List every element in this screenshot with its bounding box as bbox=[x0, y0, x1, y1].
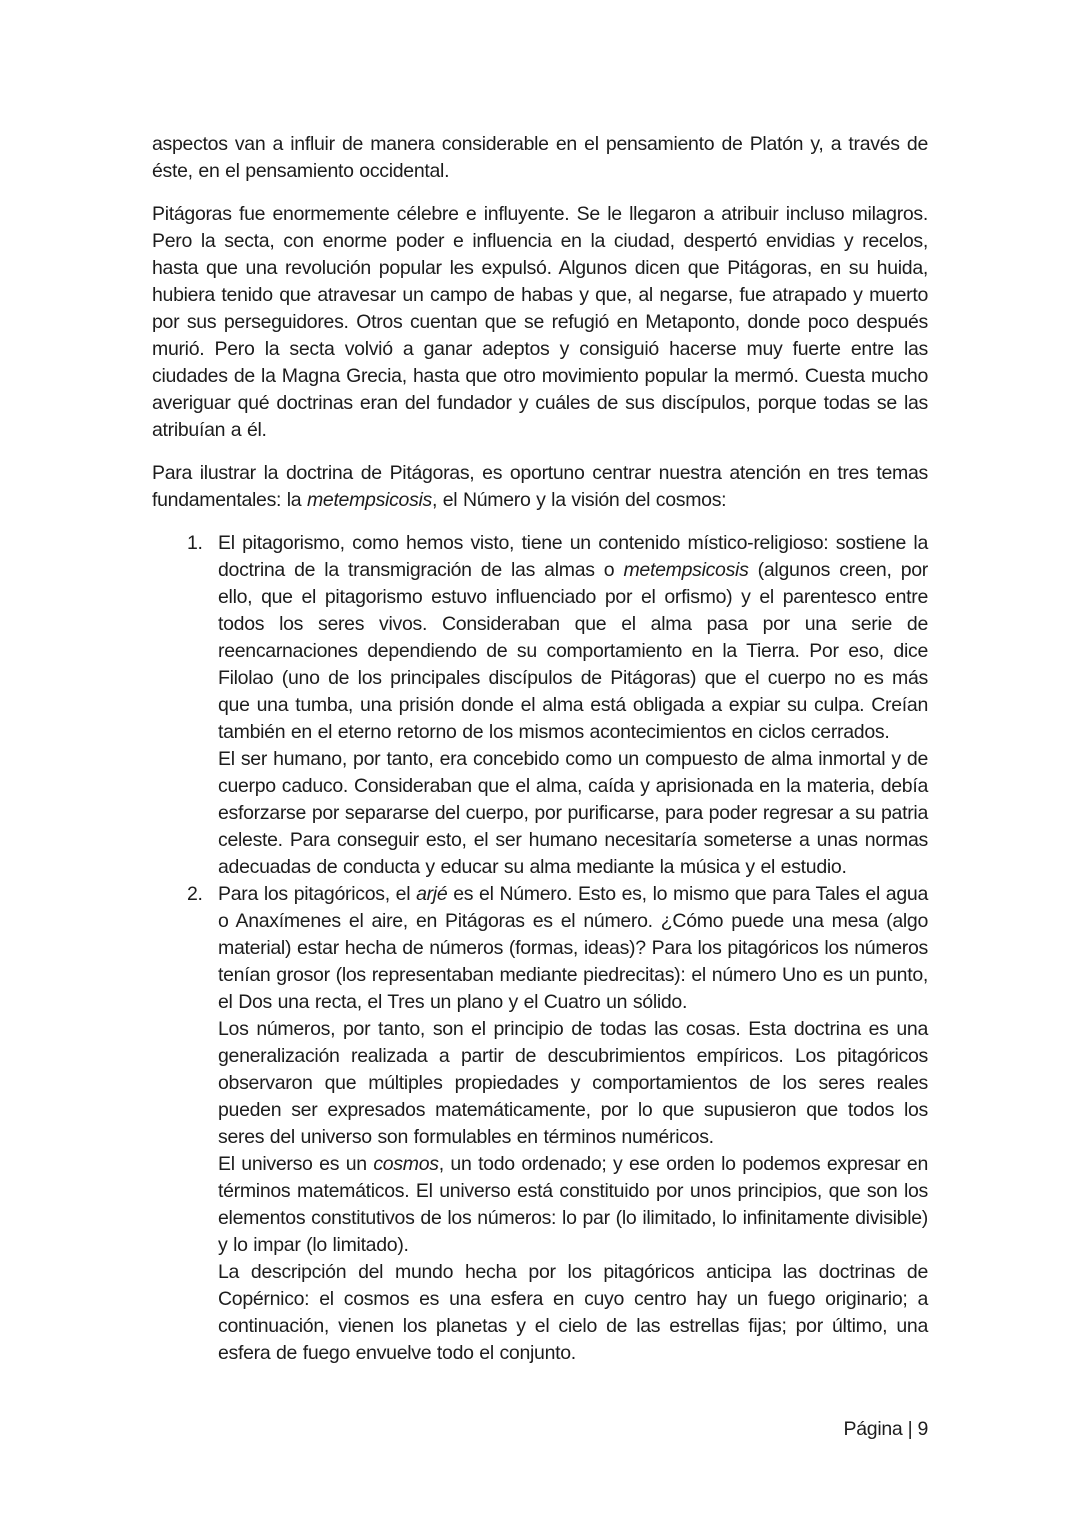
list-item-content bbox=[218, 530, 928, 881]
list-paragraph bbox=[218, 1151, 928, 1259]
text-run: El universo es un bbox=[218, 1153, 374, 1175]
text-run: El ser humano, por tanto, era concebido como un compuesto de alma inmortal y de cuerpo caduco. Consideraban que el alma, caída y aprisionada en la materia, debía esforzarse por separarse del cuerpo, por purificarse, para poder regresar a su patria celeste. Para conseguir esto, el ser humano necesitaría someterse a unas normas adecuadas de conducta y educar su alma mediante la música y el estudio. bbox=[218, 748, 928, 878]
italic-run: metempsicosis bbox=[623, 559, 749, 581]
text-run: (algunos creen, por ello, que el pitagorismo estuvo influenciado por el orfismo) y el parentesco entre todos los seres vivos. Consideraban que el alma pasa por una serie de reencarnaciones dependiendo de su comportamiento en la Tierra. Por eso, dice Filolao (uno de los principales discípulos de Pitágoras) que el cuerpo no es más que una tumba, una prisión donde el alma está obligada a expiar su culpa. Creían también en el eterno retorno de los mismos acontecimientos en ciclos cerrados. bbox=[218, 559, 928, 743]
text-run: , el Número y la visión del cosmos: bbox=[432, 489, 727, 511]
text-run: Pitágoras fue enormemente célebre e influyente. Se le llegaron a atribuir incluso milagros. Pero la secta, con enorme poder e influencia en la ciudad, despertó envidias y recelos, hasta que una revolución popular les expulsó. Algunos dicen que Pitágoras, en su huida, hubiera tenido que atravesar un campo de habas y que, al negarse, fue atrapado y muerto por sus perseguidores. Otros cuentan que se refugió en Metaponto, donde poco después murió. Pero la secta volvió a ganar adeptos y consiguió hacerse muy fuerte entre las ciudades de la Magna Grecia, hasta que otro movimiento popular la mermó. Cuesta mucho averiguar qué doctrinas eran del fundador y cuáles de sus discípulos, porque todas se las atribuían a él. bbox=[152, 203, 928, 441]
list-paragraph bbox=[218, 881, 928, 1016]
page-footer bbox=[844, 1416, 928, 1443]
list-paragraph bbox=[218, 746, 928, 881]
text-run: La descripción del mundo hecha por los pitagóricos anticipa las doctrinas de Copérnico: el cosmos es una esfera en cuyo centro hay un fuego originario; a continuación, vienen los planetas y el cielo de las estrellas fijas; por último, una esfera de fuego envuelve todo el conjunto. bbox=[218, 1261, 928, 1364]
list-number: 1. bbox=[187, 532, 203, 554]
italic-run: cosmos bbox=[373, 1153, 439, 1175]
text-run: aspectos van a influir de manera considerable en el pensamiento de Platón y, a través de éste, en el pensamiento occidental. bbox=[152, 133, 928, 182]
list-number: 2. bbox=[187, 883, 203, 905]
text-run: Para los pitagóricos, el bbox=[218, 883, 417, 905]
list-item bbox=[152, 881, 928, 1367]
list-paragraph bbox=[218, 1016, 928, 1151]
text-run: Los números, por tanto, son el principio de todas las cosas. Esta doctrina es una generalización realizada a partir de descubrimientos empíricos. Los pitagóricos observaron que múltiples propiedades y comportamientos de los seres reales pueden ser expresados matemáticamente, por lo que supusieron que todos los seres del universo son formulables en términos numéricos. bbox=[218, 1018, 928, 1148]
text-run: , un todo ordenado; y ese orden lo podemos expresar en términos matemáticos. El universo está constituido por unos principios, que son los elementos constitutivos de los números: lo par (lo ilimitado, lo infinitamente divisible) y lo impar (lo limitado). bbox=[218, 1153, 928, 1256]
list-paragraph bbox=[218, 530, 928, 746]
page-number-label: Página | 9 bbox=[843, 1418, 928, 1440]
text-run: Para ilustrar la doctrina de Pitágoras, es oportuno centrar nuestra atención en tres temas fundamentales: la bbox=[152, 462, 928, 511]
document-body bbox=[152, 131, 928, 1367]
list-paragraph bbox=[218, 1259, 928, 1367]
paragraph bbox=[152, 131, 928, 185]
text-run: es el Número. Esto es, lo mismo que para Tales el agua o Anaxímenes el aire, en Pitágoras es el número. ¿Cómo puede una mesa (algo material) estar hecha de números (formas, ideas)? Para los pitagóricos los números tenían grosor (los representaban mediante piedrecitas): el número Uno es un punto, el Dos una recta, el Tres un plano y el Cuatro un sólido. bbox=[218, 883, 928, 1013]
text-run: El pitagorismo, como hemos visto, tiene un contenido místico-religioso: sostiene la doctrina de la transmigración de las almas o bbox=[218, 532, 928, 581]
italic-run: metempsicosis bbox=[306, 489, 433, 511]
paragraph bbox=[152, 201, 928, 444]
list-item bbox=[152, 530, 928, 881]
list-item-content bbox=[218, 881, 928, 1367]
paragraph bbox=[152, 460, 928, 514]
italic-run: arjé bbox=[416, 883, 448, 905]
